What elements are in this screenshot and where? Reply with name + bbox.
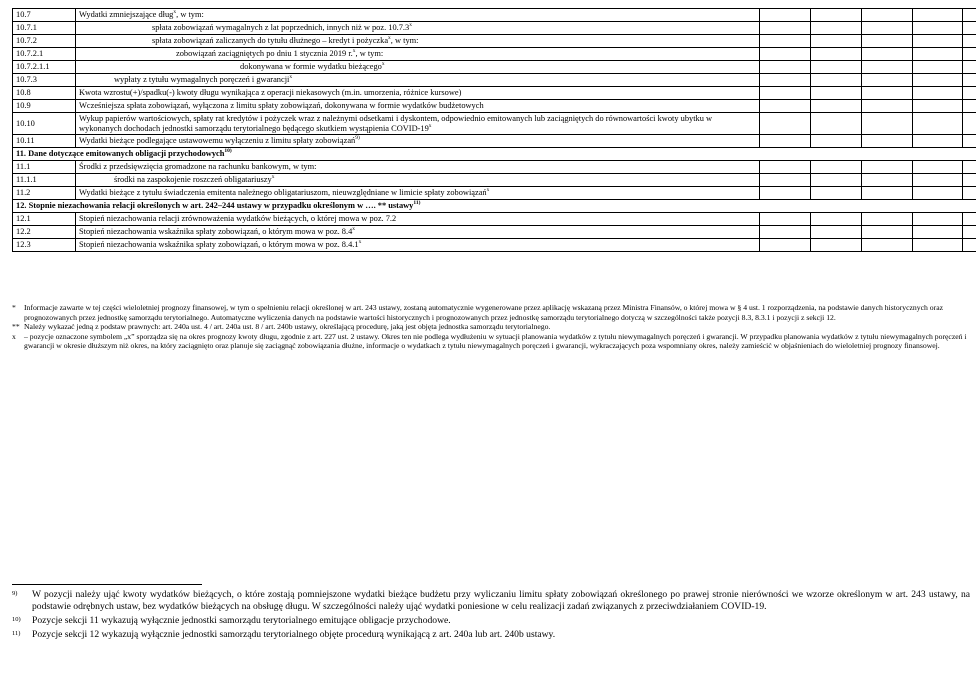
row-label: wypłaty z tytułu wymagalnych poręczeń i gwarancji$^x$	[76, 74, 760, 87]
value-cell	[913, 100, 963, 113]
value-cell	[913, 161, 963, 174]
value-cell	[963, 239, 976, 252]
table-note	[12, 322, 970, 332]
value-cell	[760, 100, 811, 113]
note-text: Należy wykazać jedną z podstaw prawnych: art. 240a ust. 4 / art. 240a ust. 8 / art. 240b ustawy, określającą procedurę, jaką jest objęta jednostka samorządu terytorialnego.	[24, 322, 551, 332]
table-row	[13, 161, 976, 174]
row-number: 10.10	[13, 113, 76, 135]
footnote-text: W pozycji należy ująć kwoty wydatków bieżących, o które zostają pomniejszone wydatki bieżące budżetu przy wyliczaniu limitu spłaty zobowiązań określonego po prawej stronie nierówności we wzorze określonym w art. 243 ustawy, na podstawie odrębnych ustaw, bez wydatków bieżących na obsługę długu. W szczególności należy ująć wydatki poniesione w celu realizacji zadań związanych z przeciwdziałaniem COVID-19.	[32, 589, 970, 612]
row-label: Środki z przedsięwzięcia gromadzone na rachunku bankowym, w tym:	[76, 161, 760, 174]
value-cell	[862, 226, 913, 239]
value-cell	[913, 87, 963, 100]
value-cell	[963, 187, 976, 200]
value-cell	[811, 48, 862, 61]
value-cell	[811, 74, 862, 87]
row-number: 10.9	[13, 100, 76, 113]
value-cell	[811, 9, 862, 22]
value-cell	[760, 22, 811, 35]
value-cell	[862, 22, 913, 35]
row-number: 10.7.1	[13, 22, 76, 35]
value-cell	[862, 161, 913, 174]
row-label: dokonywana w formie wydatku bieżącego$^x$	[76, 61, 760, 74]
row-number: 10.7.2.1.1	[13, 61, 76, 74]
value-cell	[811, 113, 862, 135]
value-cell	[963, 61, 976, 74]
row-label: Stopień niezachowania wskaźnika spłaty zobowiązań, o którym mowa w poz. 8.4$^x$	[76, 226, 760, 239]
row-number: 12.3	[13, 239, 76, 252]
note-text: Informacje zawarte w tej części wieloletniej prognozy finansowej, w tym o spełnieniu relacji określonej w art. 243 ustawy, zostaną automatycznie wygenerowane przez aplikację wskazaną przez Ministra Finansów, o której mowa w § 4 ust. 1 rozporządzenia, na podstawie danych historycznych oraz prognozowanych przez jednostkę samorządu terytorialnego. Automatyczne wyliczenia danych na podstawie wartości historycznych i prognozowanych przez jednostkę samorządu terytorialnego dotyczą w szczególności także pozycji 8.3, 8.3.1 i pozycji z sekcji 12.	[24, 303, 944, 322]
section-header-row	[13, 200, 976, 213]
table-row	[13, 100, 976, 113]
footnote-marker: 10)	[12, 616, 21, 623]
table-row	[13, 9, 976, 22]
row-label: spłata zobowiązań zaliczanych do tytułu dłużnego – kredyt i pożyczka$^x$, w tym:	[76, 35, 760, 48]
value-cell	[913, 22, 963, 35]
value-cell	[963, 48, 976, 61]
value-cell	[963, 174, 976, 187]
value-cell	[963, 226, 976, 239]
value-cell	[963, 74, 976, 87]
row-number: 12.1	[13, 213, 76, 226]
value-cell	[913, 213, 963, 226]
row-number: 11.1.1	[13, 174, 76, 187]
value-cell	[760, 226, 811, 239]
value-cell	[811, 22, 862, 35]
row-number: 10.7.2.1	[13, 48, 76, 61]
footnote-divider	[12, 584, 202, 585]
note-marker: *	[12, 303, 16, 312]
value-cell	[760, 113, 811, 135]
value-cell	[760, 87, 811, 100]
table-row	[13, 174, 976, 187]
value-cell	[913, 226, 963, 239]
footnote	[12, 629, 970, 641]
row-label: zobowiązań zaciągniętych po dniu 1 stycznia 2019 r.$^x$, w tym:	[76, 48, 760, 61]
table-row	[13, 48, 976, 61]
value-cell	[963, 100, 976, 113]
row-number: 11.1	[13, 161, 76, 174]
value-cell	[760, 239, 811, 252]
value-cell	[862, 174, 913, 187]
table-row	[13, 22, 976, 35]
table-notes	[12, 303, 970, 351]
footnote-text: Pozycje sekcji 12 wykazują wyłącznie jednostki samorządu terytorialnego objęte procedurą wynikającą z art. 240a lub art. 240b ustawy.	[32, 629, 556, 640]
value-cell	[811, 100, 862, 113]
value-cell	[760, 35, 811, 48]
wpf-table	[12, 8, 976, 252]
table-row	[13, 135, 976, 148]
value-cell	[862, 35, 913, 48]
row-label: Wydatki bieżące podlegające ustawowemu wyłączeniu z limitu spłaty zobowiązań$^{9)}$	[76, 135, 760, 148]
value-cell	[811, 35, 862, 48]
value-cell	[760, 213, 811, 226]
value-cell	[963, 9, 976, 22]
value-cell	[811, 61, 862, 74]
row-number: 10.7	[13, 9, 76, 22]
value-cell	[760, 187, 811, 200]
footnote	[12, 615, 970, 627]
value-cell	[760, 61, 811, 74]
row-number: 10.7.2	[13, 35, 76, 48]
footnotes	[12, 589, 970, 643]
value-cell	[963, 35, 976, 48]
row-label: Wykup papierów wartościowych, spłaty rat kredytów i pożyczek wraz z należnymi odsetkami i dyskontem, odpowiednio emitowanych lub zaciągniętych do równowartości kwoty ubytku w wykonanych dochodach jednostki samorządu terytorialnego będącego skutkiem wystąpienia COVID-19$^x$	[76, 113, 760, 135]
value-cell	[862, 61, 913, 74]
value-cell	[963, 113, 976, 135]
value-cell	[760, 135, 811, 148]
value-cell	[811, 135, 862, 148]
row-label: Stopień niezachowania wskaźnika spłaty zobowiązań, o którym mowa w poz. 8.4.1$^x$	[76, 239, 760, 252]
table-row	[13, 113, 976, 135]
value-cell	[760, 161, 811, 174]
table-row	[13, 187, 976, 200]
section-header-row	[13, 148, 976, 161]
value-cell	[913, 35, 963, 48]
value-cell	[811, 174, 862, 187]
row-label: środki na zaspokojenie roszczeń obligatariuszy$^x$	[76, 174, 760, 187]
value-cell	[913, 9, 963, 22]
note-text: – pozycje oznaczone symbolem „x” sporządza się na okres prognozy kwoty długu, zgodnie z art. 227 ust. 2 ustawy. Okres ten nie podlega wydłużeniu w sytuacji planowania wydatków z tytułu niewymagalnych poręczeń i gwarancji. W przypadku planowania wydatków z tytułu niewymagalnych poręczeń i gwarancji w okresie dłuższym niż okres, na który zaciągnięto oraz planuje się zaciągnąć zobowiązania dłużne, informacje o wydatkach z tytułu niewymagalnych poręczeń i gwarancji, wykraczających poza wspomniany okres, należy zamieścić w objaśnieniach do wieloletniej prognozy finansowej.	[24, 331, 967, 351]
value-cell	[760, 9, 811, 22]
value-cell	[811, 239, 862, 252]
row-label: Wydatki bieżące z tytułu świadczenia emitenta należnego obligatariuszom, nieuwzględniane w limicie spłaty zobowiązań$^x$	[76, 187, 760, 200]
row-label: Wcześniejsza spłata zobowiązań, wyłączona z limitu spłaty zobowiązań, dokonywana w formie wydatków budżetowych	[76, 100, 760, 113]
value-cell	[862, 213, 913, 226]
value-cell	[862, 113, 913, 135]
value-cell	[913, 74, 963, 87]
value-cell	[811, 187, 862, 200]
value-cell	[913, 187, 963, 200]
value-cell	[963, 161, 976, 174]
row-number: 12.2	[13, 226, 76, 239]
row-label: Kwota wzrostu(+)/spadku(-) kwoty długu wynikająca z operacji niekasowych (m.in. umorzenia, różnice kursowe)	[76, 87, 760, 100]
table-row	[13, 213, 976, 226]
table-row	[13, 87, 976, 100]
table-row	[13, 226, 976, 239]
value-cell	[913, 61, 963, 74]
value-cell	[811, 226, 862, 239]
section-title: 11. Dane dotyczące emitowanych obligacji przychodowych$^{10)}$	[13, 148, 976, 161]
table-row	[13, 61, 976, 74]
row-number: 10.11	[13, 135, 76, 148]
value-cell	[862, 9, 913, 22]
table-note	[12, 303, 970, 322]
footnote-marker: 11)	[12, 630, 21, 637]
footnote-text: Pozycje sekcji 11 wykazują wyłącznie jednostki samorządu terytorialnego emitujące obligacje przychodowe.	[32, 615, 451, 626]
value-cell	[963, 135, 976, 148]
value-cell	[963, 22, 976, 35]
row-label: Wydatki zmniejszające dług$^x$, w tym:	[76, 9, 760, 22]
value-cell	[963, 213, 976, 226]
value-cell	[963, 87, 976, 100]
table-row	[13, 35, 976, 48]
value-cell	[913, 135, 963, 148]
row-number: 11.2	[13, 187, 76, 200]
value-cell	[862, 100, 913, 113]
row-label: spłata zobowiązań wymagalnych z lat poprzednich, innych niż w poz. 10.7.3$^x$	[76, 22, 760, 35]
value-cell	[913, 48, 963, 61]
value-cell	[811, 87, 862, 100]
footnote-marker: 9)	[12, 590, 18, 597]
table-row	[13, 74, 976, 87]
value-cell	[862, 187, 913, 200]
value-cell	[862, 74, 913, 87]
table-row	[13, 239, 976, 252]
value-cell	[811, 161, 862, 174]
value-cell	[913, 239, 963, 252]
value-cell	[862, 87, 913, 100]
note-marker: **	[12, 322, 20, 332]
value-cell	[811, 213, 862, 226]
value-cell	[862, 239, 913, 252]
row-number: 10.7.3	[13, 74, 76, 87]
value-cell	[862, 135, 913, 148]
value-cell	[760, 74, 811, 87]
footnote	[12, 589, 970, 613]
value-cell	[862, 48, 913, 61]
section-title: 12. Stopnie niezachowania relacji określonych w art. 242–244 ustawy w przypadku określonym w …. ** ustawy$^{11)}$	[13, 200, 976, 213]
value-cell	[913, 174, 963, 187]
row-label: Stopień niezachowania relacji zrównoważenia wydatków bieżących, o której mowa w poz. 7.2	[76, 213, 760, 226]
row-number: 10.8	[13, 87, 76, 100]
note-marker: x	[12, 331, 16, 341]
value-cell	[913, 113, 963, 135]
table-note	[12, 332, 970, 351]
value-cell	[760, 174, 811, 187]
value-cell	[760, 48, 811, 61]
